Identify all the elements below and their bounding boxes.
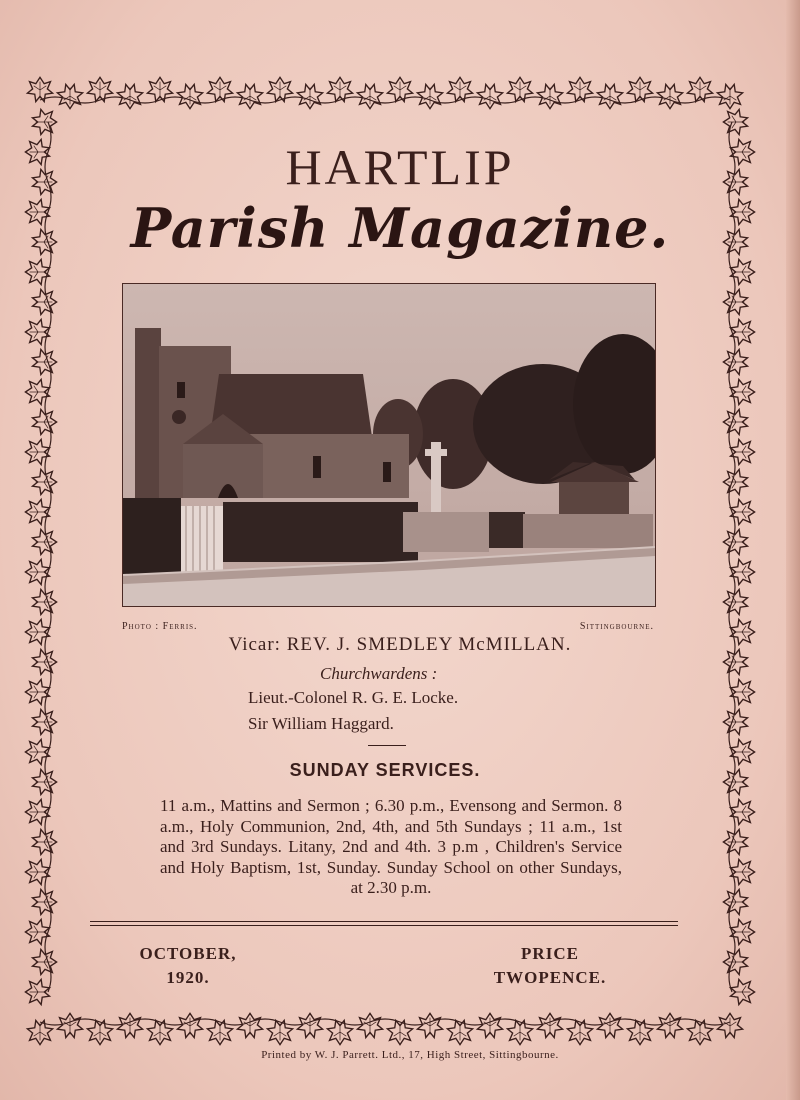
vine-leaf-icon xyxy=(657,84,682,108)
vine-leaf-icon xyxy=(537,84,562,108)
vine-leaf-icon xyxy=(297,84,322,108)
vine-leaf-icon xyxy=(32,289,56,314)
vine-leaf-icon xyxy=(117,1013,142,1037)
vine-leaf-icon xyxy=(32,949,56,974)
vine-stem xyxy=(40,1019,730,1025)
vine-leaf-icon xyxy=(723,709,747,734)
vine-leaf-icon xyxy=(237,84,262,108)
price-label: PRICE xyxy=(521,944,579,963)
vine-leaf-icon xyxy=(32,109,56,134)
churchwardens-heading: Churchwardens : xyxy=(320,664,438,683)
vine-leaf-icon xyxy=(723,409,747,434)
printer-imprint: Printed by W. J. Parrett. Ltd., 17, High Street, Sittingbourne. xyxy=(261,1049,559,1061)
churchwarden-name: Lieut.-Colonel R. G. E. Locke. xyxy=(248,688,459,707)
double-divider xyxy=(90,921,678,926)
divider xyxy=(368,745,406,746)
photo-location: Sittingbourne. xyxy=(579,621,654,632)
vine-leaf-icon xyxy=(32,409,56,434)
vine-leaf-icon xyxy=(32,349,56,374)
issue-year: 1920. xyxy=(166,968,210,987)
vine-leaf-icon xyxy=(357,1013,382,1037)
vine-leaf-icon xyxy=(417,1013,442,1037)
vine-leaf-icon xyxy=(597,1013,622,1037)
vine-leaf-icon xyxy=(177,1013,202,1037)
vine-leaf-icon xyxy=(177,84,202,108)
vine-leaf-icon xyxy=(25,979,49,1004)
vine-leaf-icon xyxy=(32,529,56,554)
vine-leaf-icon xyxy=(717,84,742,108)
vine-leaf-icon xyxy=(32,829,56,854)
vine-leaf-icon xyxy=(237,1013,262,1037)
price-value: TWOPENCE. xyxy=(493,968,607,987)
vine-leaf-icon xyxy=(723,109,747,134)
vine-leaf-icon xyxy=(717,1013,742,1037)
vine-leaf-icon xyxy=(357,84,382,108)
vine-leaf-icon xyxy=(477,84,502,108)
magazine-title: HARTLIP xyxy=(285,139,515,195)
vine-leaf-icon xyxy=(723,469,747,494)
vine-leaf-icon xyxy=(723,949,747,974)
vine-leaf-icon xyxy=(32,889,56,914)
vine-leaf-icon xyxy=(723,289,747,314)
vine-leaf-icon xyxy=(477,1013,502,1037)
vine-leaf-icon xyxy=(297,1013,322,1037)
churchwarden-name: Sir William Haggard. xyxy=(248,714,394,733)
vine-leaf-icon xyxy=(723,889,747,914)
vine-leaf-icon xyxy=(32,589,56,614)
services-text: 11 a.m., Mattins and Sermon ; 6.30 p.m., Evensong and Sermon. 8 a.m., Holy Communion, 2nd, 4th, and 5th Sundays ; 11 a.m., 1st and 3rd Sundays. Litany, 2nd and 4th. 3 p.m , Children's Service and Holy Baptism, 1st, Sunday. Sunday School on other Sundays, at 2.30 p.m. xyxy=(160,796,622,897)
vine-leaf-icon xyxy=(417,84,442,108)
vine-leaf-icon xyxy=(32,469,56,494)
vine-leaf-icon xyxy=(723,589,747,614)
vine-leaf-icon xyxy=(117,84,142,108)
vine-leaf-icon xyxy=(57,1013,82,1037)
vine-leaf-icon xyxy=(57,84,82,108)
services-heading: SUNDAY SERVICES. xyxy=(289,760,481,780)
vine-leaf-icon xyxy=(723,529,747,554)
vine-leaf-icon xyxy=(32,709,56,734)
vine-stem xyxy=(40,97,730,103)
church-photo-icon xyxy=(122,283,656,607)
vine-leaf-icon xyxy=(537,1013,562,1037)
vine-leaf-icon xyxy=(657,1013,682,1037)
vicar-line: Vicar: REV. J. SMEDLEY McMILLAN. xyxy=(228,634,572,655)
vine-leaf-icon xyxy=(597,84,622,108)
issue-month: OCTOBER, xyxy=(139,944,237,963)
magazine-subtitle: Parish Magazine. xyxy=(130,196,670,260)
vine-leaf-icon xyxy=(723,349,747,374)
vine-leaf-icon xyxy=(730,979,754,1004)
vine-leaf-icon xyxy=(723,829,747,854)
photo-credit: Photo : Ferris. xyxy=(122,621,198,632)
